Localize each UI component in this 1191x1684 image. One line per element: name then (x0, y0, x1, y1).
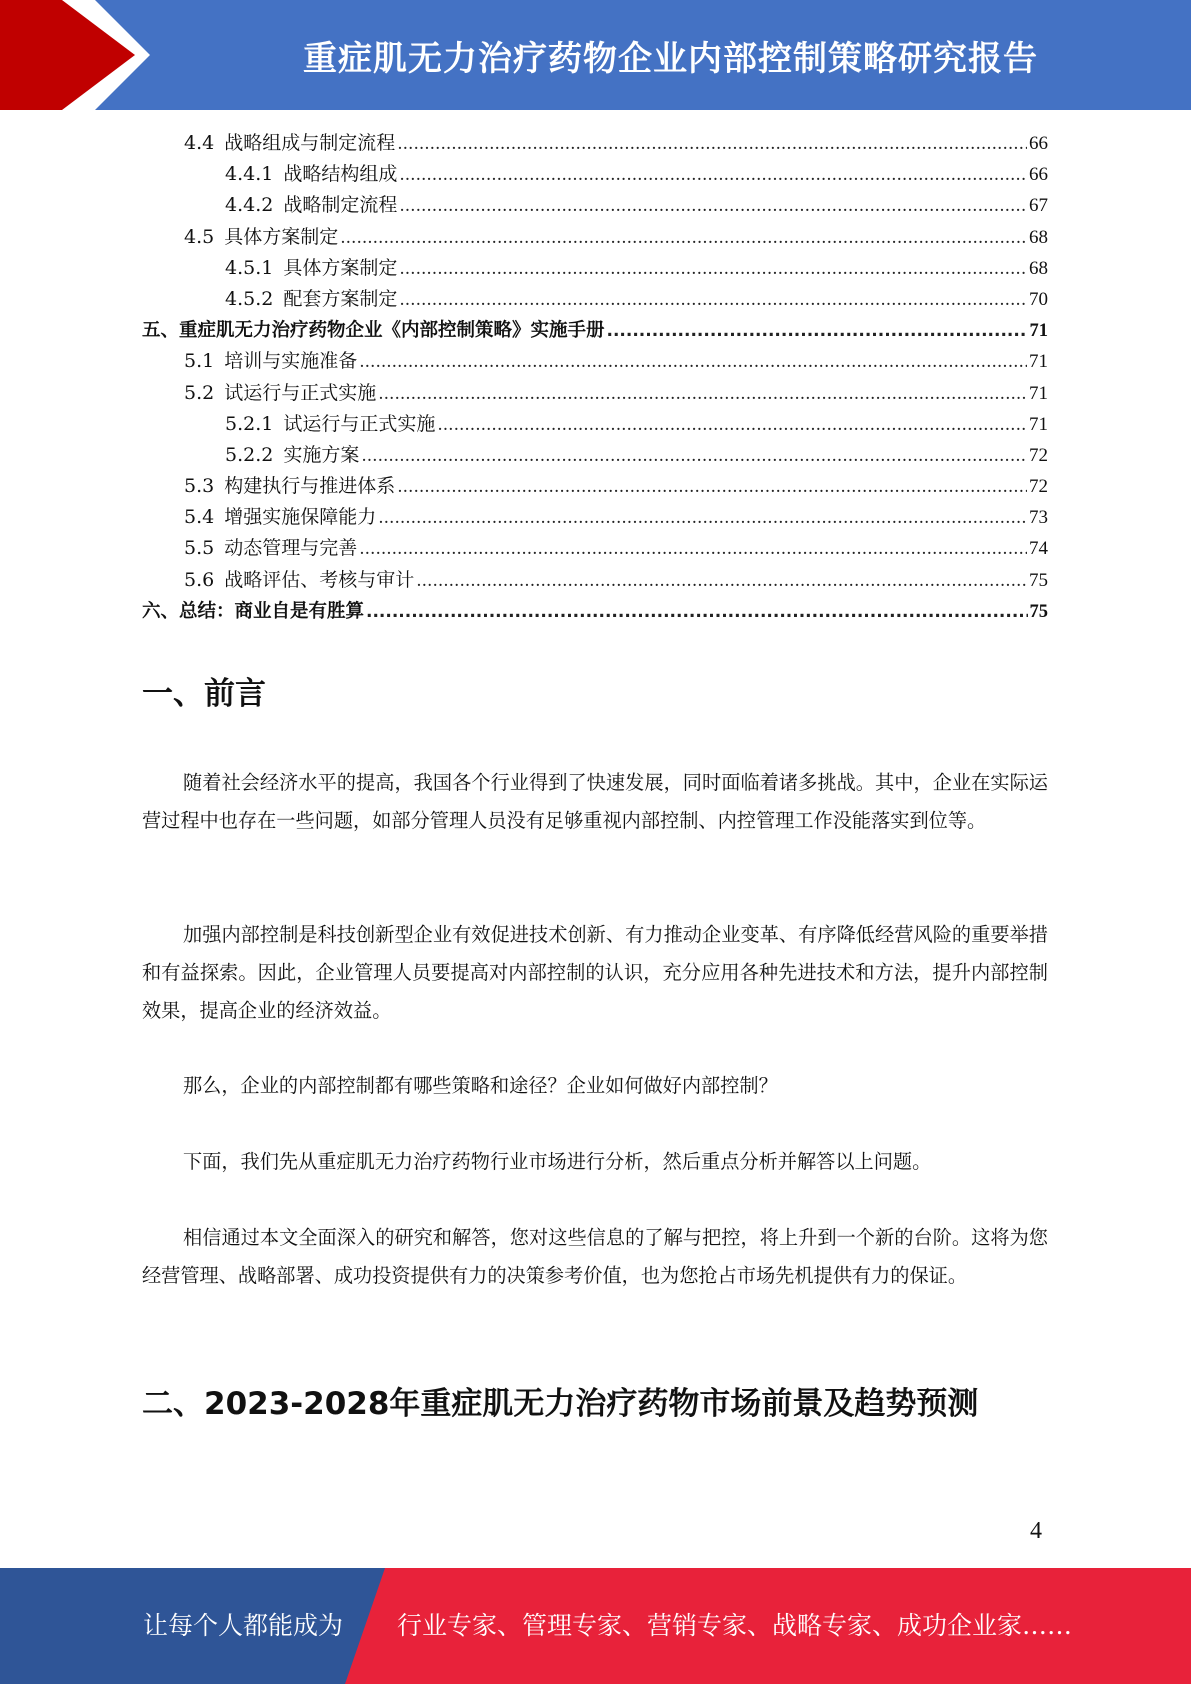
toc-entry-page: 67 (1029, 195, 1048, 217)
section-heading-preface: 一、前言 (142, 676, 266, 712)
toc-entry[interactable] (142, 471, 1048, 502)
toc-entry[interactable] (142, 409, 1048, 440)
footer-slogan-right: 行业专家、管理专家、营销专家、战略专家、成功企业家…… (397, 1611, 1073, 1640)
report-title: 重症肌无力治疗药物企业内部控制策略研究报告 (303, 38, 1038, 79)
toc-entry-number: 4.5.2 (225, 287, 274, 310)
table-of-contents (142, 128, 1048, 627)
toc-entry-page: 71 (1029, 382, 1048, 404)
toc-entry-number: 5.3 (184, 475, 215, 498)
toc-entry-label: 动态管理与完善 (224, 537, 358, 560)
toc-entry-page: 68 (1029, 257, 1048, 279)
page-number: 4 (1030, 1518, 1042, 1544)
toc-dot-leader (607, 316, 1028, 347)
toc-entry-page: 70 (1029, 288, 1048, 310)
toc-entry-label: 六、总结：商业自是有胜算 (142, 600, 365, 622)
toc-entry-page: 73 (1029, 507, 1048, 529)
preface-paragraph-5: 相信通过本文全面深入的研究和解答，您对这些信息的了解与把控，将上升到一个新的台阶。这将为您经营管理、战略部署、成功投资提供有力的决策参考价值，也为您抢占市场先机提供有力的保证。 (142, 1226, 1048, 1287)
page-header (0, 0, 1191, 110)
toc-entry[interactable] (142, 128, 1048, 159)
preface-paragraph-1: 随着社会经济水平的提高，我国各个行业得到了快速发展，同时面临着诸多挑战。其中，企业在实际运营过程中也存在一些问题，如部分管理人员没有足够重视内部控制、内控管理工作没能落实到位等。 (142, 771, 1048, 832)
page-footer (0, 1568, 1191, 1684)
toc-dot-leader (399, 160, 1027, 191)
toc-entry-page: 72 (1029, 476, 1048, 498)
toc-dot-leader (359, 347, 1027, 378)
preface-paragraph-4: 下面，我们先从重症肌无力治疗药物行业市场进行分析，然后重点分析并解答以上问题。 (183, 1150, 932, 1173)
toc-entry-number: 5.5 (184, 537, 215, 560)
toc-entry-number: 5.2.2 (225, 443, 274, 466)
toc-entry-label: 战略结构组成 (283, 163, 398, 186)
toc-entry[interactable] (142, 253, 1048, 284)
preface-paragraph-2: 加强内部控制是科技创新型企业有效促进技术创新、有力推动企业变革、有序降低经营风险的重要举措和有益探索。因此，企业管理人员要提高对内部控制的认识，充分应用各种先进技术和方法，提升内部控制效果，提高企业的经济效益。 (142, 923, 1048, 1022)
toc-dot-leader (359, 534, 1027, 565)
toc-entry-page: 71 (1029, 351, 1048, 373)
toc-entry-page: 66 (1029, 133, 1048, 154)
toc-entry-page: 74 (1029, 538, 1048, 560)
footer-slogan-left: 让每个人都能成为 (143, 1611, 344, 1640)
toc-entry-label: 配套方案制定 (283, 287, 398, 310)
toc-entry-label: 具体方案制定 (224, 225, 339, 248)
toc-entry-page: 75 (1029, 569, 1048, 591)
toc-entry-page: 71 (1029, 413, 1048, 435)
toc-dot-leader (378, 379, 1027, 410)
toc-entry-label: 构建执行与推进体系 (224, 475, 396, 498)
toc-entry[interactable] (142, 565, 1048, 596)
toc-entry-label: 实施方案 (283, 443, 360, 466)
toc-entry-page: 68 (1029, 226, 1048, 248)
toc-entry-page: 72 (1029, 444, 1048, 466)
toc-entry-label: 试运行与正式实施 (283, 412, 436, 435)
toc-entry[interactable] (142, 346, 1048, 377)
toc-dot-leader (366, 597, 1027, 628)
toc-entry[interactable] (142, 284, 1048, 315)
section-heading-market-forecast: 二、2023-2028年重症肌无力治疗药物市场前景及趋势预测 (142, 1386, 979, 1422)
toc-dot-leader (437, 410, 1027, 441)
toc-entry[interactable] (142, 533, 1048, 564)
toc-entry-label: 培训与实施准备 (224, 350, 358, 373)
toc-entry-number: 5.1 (184, 350, 215, 373)
toc-entry-label: 战略组成与制定流程 (224, 132, 396, 154)
toc-entry-number: 5.4 (184, 506, 215, 529)
toc-entry-page: 75 (1029, 601, 1048, 622)
toc-entry-number: 5.6 (184, 568, 215, 591)
toc-entry-number: 4.5 (184, 225, 215, 248)
toc-entry-number: 5.2 (184, 381, 215, 404)
toc-dot-leader (361, 441, 1027, 472)
toc-entry-label: 具体方案制定 (283, 256, 398, 279)
toc-dot-leader (340, 223, 1027, 254)
toc-entry-label: 试运行与正式实施 (224, 381, 377, 404)
toc-dot-leader (399, 254, 1027, 285)
toc-entry[interactable] (142, 378, 1048, 409)
preface-paragraph-3: 那么，企业的内部控制都有哪些策略和途径？企业如何做好内部控制？ (183, 1074, 778, 1097)
toc-entry[interactable] (142, 502, 1048, 533)
toc-entry-page: 71 (1029, 321, 1048, 342)
toc-dot-leader (399, 285, 1027, 316)
toc-entry-page: 66 (1029, 164, 1048, 186)
toc-dot-leader (397, 129, 1027, 160)
toc-entry[interactable] (142, 440, 1048, 471)
toc-entry[interactable] (142, 596, 1048, 627)
toc-dot-leader (399, 191, 1027, 222)
toc-entry-label: 增强实施保障能力 (224, 506, 377, 529)
toc-entry-number: 4.4.1 (225, 163, 274, 186)
toc-entry-number: 5.2.1 (225, 412, 274, 435)
toc-entry-label: 五、重症肌无力治疗药物企业《内部控制策略》实施手册 (142, 320, 605, 342)
toc-entry-number: 4.5.1 (225, 256, 274, 279)
toc-entry-number: 4.4 (184, 132, 215, 154)
toc-entry[interactable] (142, 315, 1048, 346)
toc-entry[interactable] (142, 159, 1048, 190)
toc-entry[interactable] (142, 190, 1048, 221)
toc-dot-leader (416, 566, 1027, 597)
toc-dot-leader (378, 503, 1027, 534)
toc-dot-leader (397, 472, 1027, 503)
toc-entry-label: 战略制定流程 (283, 194, 398, 217)
toc-entry-label: 战略评估、考核与审计 (224, 568, 415, 591)
toc-entry[interactable] (142, 222, 1048, 253)
toc-entry-number: 4.4.2 (225, 194, 274, 217)
